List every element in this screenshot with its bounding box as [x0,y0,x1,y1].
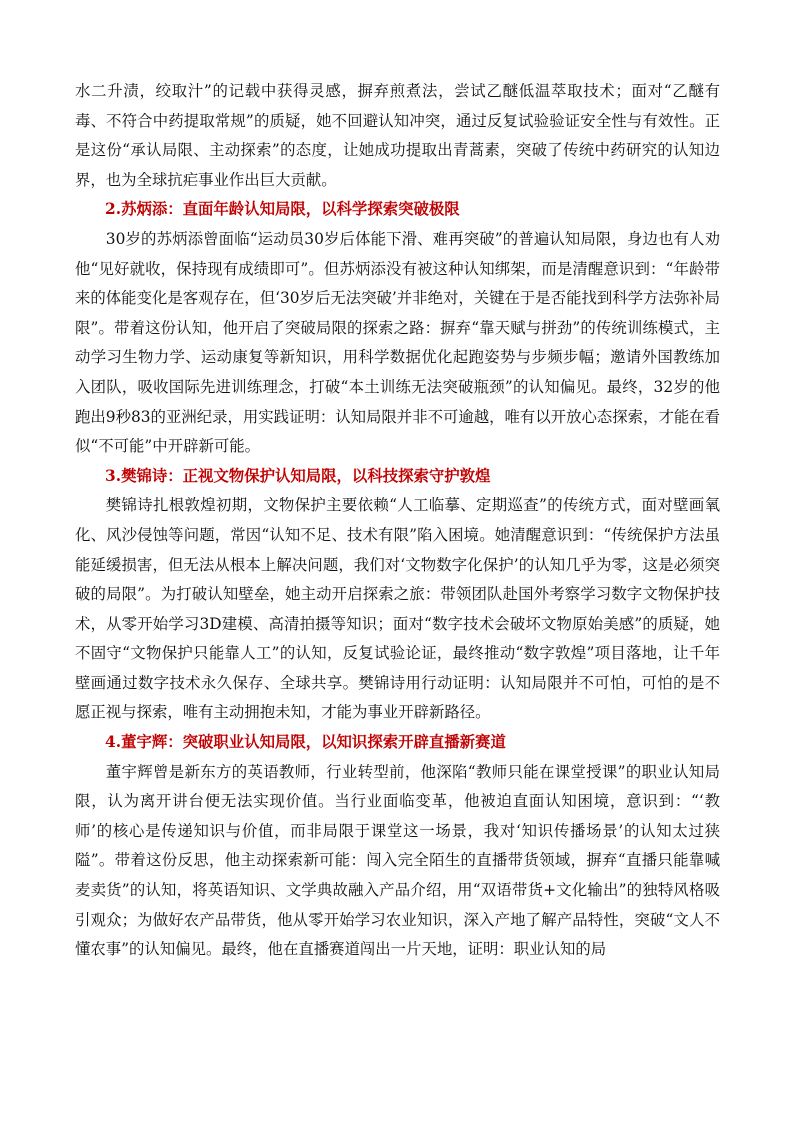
paragraph-fan-jinshi: 樊锦诗扎根敦煌初期，文物保护主要依赖“人工临摹、定期巡查”的传统方式，面对壁画氧化、风沙侵蚀等问题，常因“认知不足、技术有限”陷入困境。她清醒意识到：“传统保护方法虽能延缓损害，但无法从根本上解决问题，我们对‘文物数字化保护’的认知几乎为零，这是必须突破的局限”。为打破认知壁垒，她主动开启探索之旅：带领团队赴国外考察学习数字文物保护技术，从零开始学习3D建模、高清拍摄等知识；面对“数字技术会破坏文物原始美感”的质疑，她不固守“文物保护只能靠人工”的认知，反复试验论证，最终推动“数字敦煌”项目落地，让千年壁画通过数字技术永久保存、全球共享。樊锦诗用行动证明：认知局限并不可怕，可怕的是不愿正视与探索，唯有主动拥抱未知，才能为事业开辟新路径。 [75,496,720,722]
paragraph-tu-youyou-continued: 水二升渍，绞取汁”的记载中获得灵感，摒弃煎煮法，尝试乙醚低温萃取技术；面对“乙醚有毒、不符合中药提取常规”的质疑，她不回避认知冲突，通过反复试验验证安全性与有效性。正是这份“承认局限、主动探索”的态度，让她成功提取出青蒿素，突破了传统中药研究的认知边界，也为全球抗疟事业作出巨大贡献。 [75,82,720,189]
paragraph-dong-yuhui: 董宇辉曾是新东方的英语教师，行业转型前，他深陷“教师只能在课堂授课”的职业认知局限，认为离开讲台便无法实现价值。当行业面临变革，他被迫直面认知困境，意识到：“‘教师’的核心是传递知识与价值，而非局限于课堂这一场景，我对‘知识传播场景’的认知太过狭隘”。带着这份反思，他主动探索新可能：闯入完全陌生的直播带货领域，摒弃“直播只能靠喊麦卖货”的认知，将英语知识、文学典故融入产品介绍，用“双语带货+文化输出”的独特风格吸引观众；为做好农产品带货，他从零开始学习农业知识，深入产地了解产品特性，突破“文人不懂农事”的认知偏见。最终，他在直播赛道闯出一片天地，证明：职业认知的局 [75,762,720,959]
section-heading-dong-yuhui: 4.董宇辉：突破职业认知局限，以知识探索开辟直播新赛道 [105,733,506,752]
section-heading-fan-jinshi: 3.樊锦诗：正视文物保护认知局限，以科技探索守护敦煌 [105,466,491,485]
paragraph-su-bingtian: 30岁的苏炳添曾面临“运动员30岁后体能下滑、难再突破”的普遍认知局限，身边也有人劝他“见好就收，保持现有成绩即可”。但苏炳添没有被这种认知绑架，而是清醒意识到：“年龄带来的体能变化是客观存在，但‘30岁后无法突破’并非绝对，关键在于是否能找到科学方法弥补局限”。带着这份认知，他开启了突破局限的探索之路：摒弃“靠天赋与拼劲”的传统训练模式，主动学习生物力学、运动康复等新知识，用科学数据优化起跑姿势与步频步幅；邀请外国教练加入团队，吸收国际先进训练理念，打破“本土训练无法突破瓶颈”的认知偏见。最终，32岁的他跑出9秒83的亚洲纪录，用实践证明：认知局限并非不可逾越，唯有以开放心态探索，才能在看似“不可能”中开辟新可能。 [75,229,721,456]
section-heading-su-bingtian: 2.苏炳添：直面年龄认知局限，以科学探索突破极限 [105,200,460,219]
document-body [75,77,720,965]
